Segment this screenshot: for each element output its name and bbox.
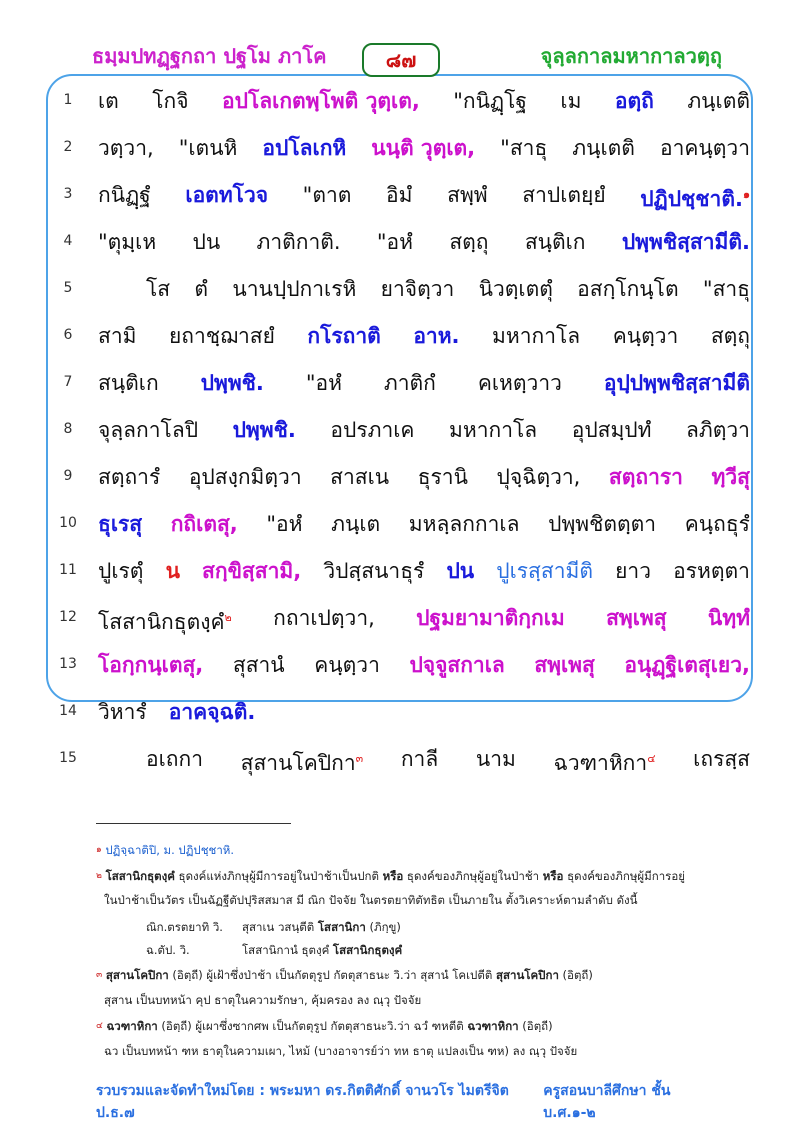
word: ยาจิตฺวา — [380, 277, 455, 301]
text-line — [0, 175, 800, 215]
text-line — [0, 410, 800, 450]
word: กาลี — [400, 747, 439, 771]
word: อปรภาเค — [330, 418, 415, 442]
line-number: 9 — [63, 468, 73, 484]
word: อุปสงฺกมิตฺวา — [188, 465, 302, 489]
word: กโรถาติ — [307, 324, 381, 348]
word: อาห. — [413, 324, 460, 348]
word: นานปฺปกาเรหิ — [232, 277, 357, 301]
footnote-4 — [96, 1017, 553, 1035]
word: เถรสฺส — [693, 747, 750, 771]
example-text: โสสานิกานํ ธุตงฺคํ — [242, 943, 333, 957]
footnote-rule — [96, 823, 291, 824]
word: ตํ — [194, 277, 209, 301]
word: สาปเตยฺยํ — [522, 183, 606, 207]
example-tail: (ภิกฺขู) — [365, 920, 401, 934]
footnote-text: (อิตฺถี) ผู้เฝ้าซึ่งป่าช้า เป็นกัตตุรูป กัตตุสาธนะ วิ.ว่า สุสานํ โคเปตีติ — [168, 968, 496, 982]
word: คนฺถธุรํ — [684, 512, 750, 536]
line-text — [98, 128, 750, 168]
word: อตฺถิ — [614, 89, 654, 113]
word: อุปฺปพฺพชิสฺสามีติ — [603, 371, 750, 395]
word: ภนฺเต — [331, 512, 381, 536]
line-number: 14 — [59, 703, 77, 719]
example-label: ฉ.ตัป. วิ. — [146, 943, 190, 957]
word: สาสเน — [330, 465, 390, 489]
footnote-tail: (อิตฺถี) — [558, 968, 593, 982]
page-number: ๘๗ — [362, 43, 440, 77]
footnote-1 — [96, 841, 234, 859]
footer-left: รวบรวมและจัดทำใหม่โดย : พระมหา ดร.กิตติศักดิ์ จานวโร ไมตรีจิต ป.ธ.๗ — [96, 1083, 509, 1121]
word: ภนฺเตติ — [687, 89, 750, 113]
footnote-or: หรือ — [382, 869, 404, 883]
word: เอตทโวจ — [185, 183, 269, 207]
word: ทฺวีสุ — [711, 465, 750, 489]
footnote-term: โสสานิกธุตงฺคํ — [105, 869, 175, 883]
footnote-2-example-1 — [146, 918, 401, 936]
word: ปุจฺฉิตฺวา, — [496, 465, 581, 489]
word: ภาติกํ — [383, 371, 436, 395]
footer — [96, 1080, 724, 1124]
line-number: 13 — [59, 656, 77, 672]
line-number: 8 — [63, 421, 73, 437]
word: จุลฺลกาโลปิ — [98, 418, 199, 442]
word: สตฺถารํ — [98, 465, 161, 489]
word: กนิฏฺฐํ — [98, 183, 151, 207]
line-text — [98, 222, 750, 262]
word: อปโลเกหิ — [262, 136, 347, 160]
line-number: 1 — [63, 92, 73, 108]
word: ฉวฑาหิกา$^๔$ — [553, 751, 656, 775]
word: ยาว — [615, 559, 651, 583]
word: อาคนฺตฺวา — [659, 136, 750, 160]
word: คนฺตฺวา — [314, 653, 380, 677]
word: วตฺวา, — [98, 136, 154, 160]
word: ปพฺพชิตตฺตา — [548, 512, 657, 536]
word: "สาธุ — [702, 277, 750, 301]
word: นิวตฺเตตุํ — [478, 277, 553, 301]
example-bold: โสสานิกา — [317, 920, 366, 934]
word: โสสานิกธุตงฺคํ$^๒$ — [98, 610, 232, 634]
footnote-2-line2: ในป่าช้าเป็นวัตร เป็นฉัฏฐีตัปปุริสสมาส มี ณิก ปัจจัย ในตรตยาทิตัทธิต เป็นภายใน ตั้งวิเคราะห์ตามลำดับ ดังนี้ — [104, 893, 638, 907]
line-text — [98, 598, 750, 642]
word: น — [165, 559, 180, 583]
word: สพฺเพสุ — [534, 653, 595, 677]
footnote-ref: ๓ — [355, 752, 364, 765]
word: ปฐมยามาติกฺกเม — [416, 606, 565, 630]
word: สตฺถุ — [449, 230, 489, 254]
footnote-term: สุสานโคปิกา — [105, 968, 169, 982]
word: สพฺพํ — [447, 183, 488, 207]
footnote-ref: ๔ — [647, 752, 656, 765]
word: ภนฺเตติ — [572, 136, 635, 160]
word: นิทฺทํ — [707, 606, 750, 630]
footer-right: ครูสอนบาลีศึกษา ชั้น บ.ศ.๑-๒ — [543, 1083, 671, 1121]
line-text — [98, 457, 750, 497]
line-text — [146, 269, 750, 309]
word: ลภิตฺวา — [686, 418, 750, 442]
text-line — [0, 128, 800, 168]
word: วิหารํ — [98, 700, 147, 724]
word: ธุรานิ — [417, 465, 468, 489]
word: โอกฺกนฺเตสุ, — [98, 653, 204, 677]
word: สุสานโคปิกา$^๓$ — [240, 751, 364, 775]
word: มหากาโล — [492, 324, 581, 348]
footnote-marker: ๓ — [96, 970, 103, 980]
word: ปฏิปชฺชาติ.$^๑$ — [640, 187, 750, 211]
word: โกจิ — [152, 89, 189, 113]
word: โส — [146, 277, 171, 301]
footnote-3-line2: สุสาน เป็นบทหน้า คุป ธาตุในความรักษา, คุ้มครอง ลง ณฺวุ ปัจจัย — [104, 993, 422, 1007]
word: "อหํ — [266, 512, 303, 536]
line-text — [146, 739, 750, 783]
text-line — [0, 598, 800, 638]
word: สนฺติเก — [524, 230, 586, 254]
line-text — [98, 645, 750, 685]
word: มหลฺลกกาเล — [408, 512, 520, 536]
word: "ตุมฺเห — [98, 230, 157, 254]
word: สตฺถารา — [608, 465, 683, 489]
text-line — [0, 316, 800, 356]
header-left-title: ธมฺมปทฏฺฐกถา ปฐโม ภาโค — [92, 44, 327, 68]
footnote-text: (อิตฺถี) ผู้เผาซึ่งซากศพ เป็นกัตตุรูป กัตตุสาธนะวิ.ว่า ฉวํ ฑหตีติ — [157, 1019, 468, 1033]
text-line — [0, 222, 800, 262]
word: สุสานํ — [232, 653, 285, 677]
word: ปน — [192, 230, 221, 254]
word: อสกฺโกนฺโต — [577, 277, 679, 301]
word: อิมํ — [386, 183, 413, 207]
word: อาคจฺฉติ. — [168, 700, 256, 724]
footnote-tail: (อิตฺถี) — [518, 1019, 553, 1033]
word: สนฺติเก — [98, 371, 159, 395]
line-number: 11 — [59, 562, 77, 578]
footnote-marker: ๑ — [96, 845, 102, 855]
footnote-ref: ๒ — [224, 611, 232, 624]
line-number: 10 — [59, 515, 77, 531]
word: อปโลเกตพฺโพติ วุตฺเต, — [222, 89, 420, 113]
line-text — [98, 363, 750, 403]
word: กถิเตสุ, — [170, 512, 238, 536]
word: "อหํ — [376, 230, 414, 254]
word: นาม — [475, 747, 516, 771]
text-line — [0, 504, 800, 544]
word: ยถาชฺฌาสยํ — [168, 324, 275, 348]
word: อรหตฺตา — [673, 559, 750, 583]
word: คนฺตฺวา — [612, 324, 679, 348]
footnote-bold: สุสานโคปิกา — [495, 968, 559, 982]
footnote-bold: ฉวฑาหิกา — [467, 1019, 519, 1033]
text-line — [0, 457, 800, 497]
word: ปน — [446, 559, 475, 583]
example-label: ณิก.ตรตยาทิ วิ. — [146, 920, 223, 934]
word: เต — [98, 89, 119, 113]
word: เม — [560, 89, 582, 113]
footnote-marker: ๔ — [96, 1021, 103, 1031]
word: "กนิฏฺโฐ — [453, 89, 527, 113]
footnote-text: ธุดงค์แห่งภิกษุผู้มีการอยู่ในป่าช้าเป็นปกติ — [174, 869, 383, 883]
example-text: สุสาเน วสนฺตีติ — [242, 920, 318, 934]
word: ธุเรสุ — [98, 512, 143, 536]
word: อุปสมฺปทํ — [571, 418, 652, 442]
word: อเถกา — [146, 747, 204, 771]
word: ปูเรสฺสามีติ — [496, 559, 593, 583]
text-line — [0, 551, 800, 591]
line-number: 12 — [59, 609, 77, 625]
word: "อหํ — [305, 371, 342, 395]
word: นนฺติ วุตฺเต, — [371, 136, 476, 160]
footnote-text: ปฏิจฺฉาติปิ, ม. ปฏิปชฺชาหิ. — [105, 843, 235, 857]
word: "สาธุ — [500, 136, 548, 160]
line-text — [98, 316, 750, 356]
word: ปพฺพชิ. — [232, 418, 296, 442]
line-number: 5 — [63, 280, 73, 296]
word: "ตาต — [302, 183, 352, 207]
line-number: 4 — [63, 233, 73, 249]
word: "เตนหิ — [178, 136, 238, 160]
footnote-2-example-2 — [146, 941, 402, 959]
line-text — [98, 175, 750, 219]
line-text — [98, 504, 750, 544]
footnote-or: หรือ — [542, 869, 564, 883]
word: ภาติกาติ. — [256, 230, 341, 254]
footnote-3 — [96, 966, 593, 984]
line-number: 15 — [59, 750, 77, 766]
word: ปูเรตุํ — [98, 559, 144, 583]
footnote-text: ธุดงค์ของภิกษุผู้มีการอยู่ — [563, 869, 685, 883]
footnote-4-line2: ฉว เป็นบทหน้า ฑห ธาตุในความเผา, ไหม้ (บางอาจารย์ว่า ทห ธาตุ แปลงเป็น ฑห) ลง ณฺวุ ปัจจัย — [104, 1044, 578, 1058]
word: ปจฺจูสกาเล — [409, 653, 505, 677]
word: กถาเปตฺวา, — [273, 606, 375, 630]
word: สกฺขิสฺสามิ, — [202, 559, 302, 583]
text-line — [0, 269, 800, 309]
word: สตฺถุ — [710, 324, 750, 348]
line-number: 7 — [63, 374, 73, 390]
text-line — [0, 645, 800, 685]
word: อนุฏฺฐิเตสุเยว, — [624, 653, 750, 677]
text-line — [0, 81, 800, 121]
line-text — [98, 410, 750, 450]
footnote-ref: ๑ — [742, 188, 750, 201]
line-number: 2 — [63, 139, 73, 155]
word: มหากาโล — [449, 418, 538, 442]
line-text — [98, 551, 750, 591]
footnote-2 — [96, 867, 685, 885]
footnote-marker: ๒ — [96, 871, 102, 881]
word: คเหตฺวาว — [477, 371, 562, 395]
footnote-text: ธุดงค์ของภิกษุผู้อยู่ในป่าช้า — [403, 869, 543, 883]
word: ปพฺพชิสฺสามีติ. — [621, 230, 750, 254]
line-number: 6 — [63, 327, 73, 343]
word: สพฺเพสุ — [606, 606, 667, 630]
text-line — [0, 363, 800, 403]
line-text — [98, 692, 750, 732]
word: วิปสฺสนาธุรํ — [323, 559, 425, 583]
example-bold: โสสานิกธุตงฺคํ — [332, 943, 403, 957]
header-right-title: จุลฺลกาลมหากาลวตฺถุ — [540, 44, 722, 68]
text-line — [0, 692, 800, 732]
line-number: 3 — [63, 186, 73, 202]
word: สามิ — [98, 324, 137, 348]
footnote-term: ฉวฑาหิกา — [106, 1019, 158, 1033]
line-text — [98, 81, 750, 121]
text-line — [0, 739, 800, 779]
word: ปพฺพชิ. — [200, 371, 264, 395]
